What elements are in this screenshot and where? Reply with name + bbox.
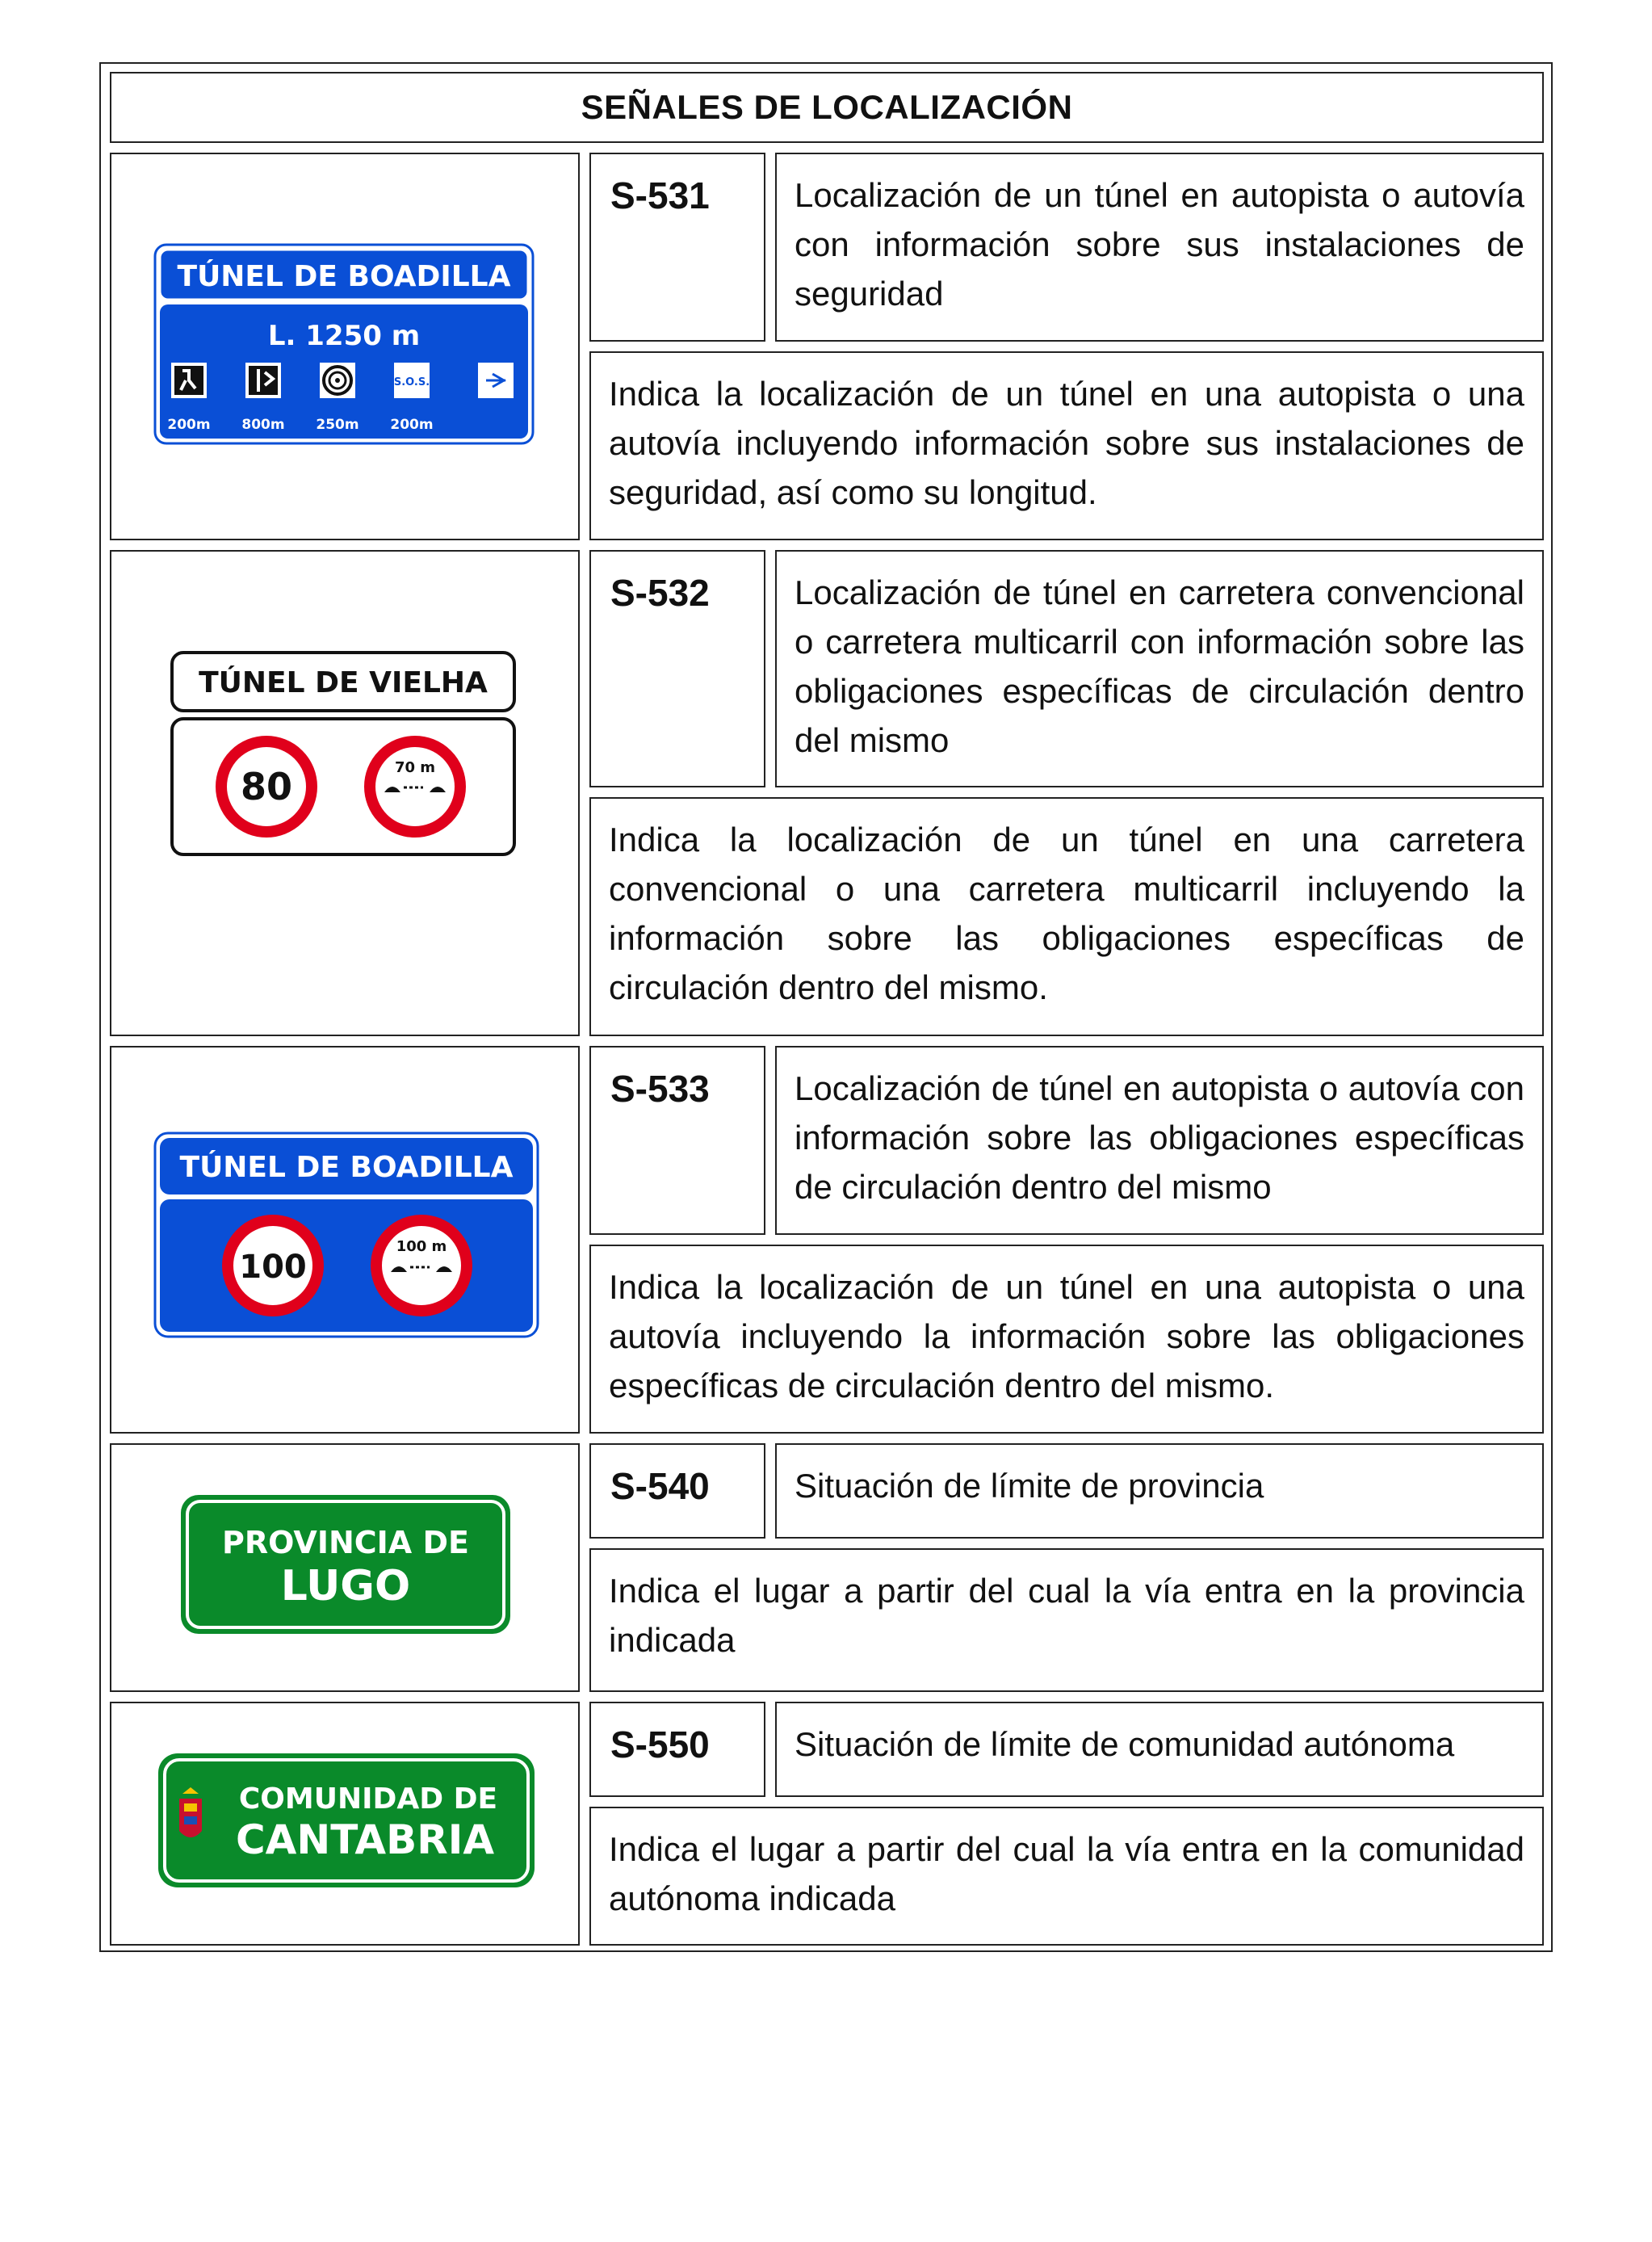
sign-line2-text: LUGO	[280, 1562, 411, 1610]
sign-image-cell-s533	[110, 1046, 580, 1434]
long-description-s531: Indica la localización de un túnel en una autopista o una autovía incluyendo información sobre sus instalaciones de seguridad, así como su longitud.	[589, 351, 1544, 540]
sign-line1-text: PROVINCIA DE	[222, 1525, 469, 1560]
sign-s531-tunnel-boadilla	[153, 243, 535, 445]
sign-code-s550: S-550	[589, 1702, 765, 1797]
vehicle-distance-icon	[370, 741, 460, 832]
long-description-s540: Indica el lugar a partir del cual la vía entra en la provincia indicada	[589, 1548, 1544, 1692]
short-description-s532: Localización de túnel en carretera convencional o carretera multicarril con información sobre las obligaciones específicas de circulación dentro del mismo	[775, 550, 1544, 787]
sign-s540-provincia-lugo	[179, 1493, 512, 1635]
sign-code-s533: S-533	[589, 1046, 765, 1235]
sign-code-s540: S-540	[589, 1443, 765, 1539]
emergency-exit-icon	[171, 363, 207, 398]
sign-line1-text: COMUNIDAD DE	[238, 1782, 498, 1816]
long-description-s550: Indica el lugar a partir del cual la vía entra en la comunidad autónoma indicada	[589, 1807, 1544, 1946]
long-description-s532: Indica la localización de un túnel en una carretera convencional o una carretera multicarril incluyendo la información sobre las obligaciones específicas de circulación dentro del mismo.	[589, 797, 1544, 1036]
sign-line2-text: CANTABRIA	[235, 1816, 495, 1863]
sign-image-cell-s550	[110, 1702, 580, 1946]
distance-label: 200m	[167, 417, 211, 433]
sign-image-cell-s531	[110, 153, 580, 540]
sign-code-s532: S-532	[589, 550, 765, 787]
short-description-s550: Situación de límite de comunidad autónoma	[775, 1702, 1544, 1797]
sos-text: S.O.S.	[393, 376, 430, 388]
distance-label: 200m	[390, 417, 434, 433]
sign-code-s531: S-531	[589, 153, 765, 342]
sign-s550-comunidad-cantabria	[157, 1752, 536, 1889]
speed-limit-value: 100	[239, 1249, 307, 1286]
sign-length-text: L. 1250 m	[267, 320, 421, 352]
sign-image-cell-s540	[110, 1443, 580, 1692]
sign-image-cell-s532	[110, 550, 580, 1036]
short-description-s533: Localización de túnel en autopista o autovía con información sobre las obligaciones específicas de circulación dentro del mismo	[775, 1046, 1544, 1235]
distance-label: 250m	[316, 417, 359, 433]
speed-limit-icon	[228, 1220, 318, 1311]
short-description-s531: Localización de un túnel en autopista o autovía con información sobre sus instalaciones de seguridad	[775, 153, 1544, 342]
sos-phone-icon	[394, 363, 430, 398]
vehicle-distance-icon	[376, 1220, 467, 1311]
short-description-s540: Situación de límite de provincia	[775, 1443, 1544, 1539]
speed-limit-icon	[221, 741, 312, 832]
min-distance-value: 70 m	[394, 759, 436, 776]
extinguisher-icon	[478, 363, 514, 398]
distance-label: 800m	[241, 417, 285, 433]
emergency-door-icon	[245, 363, 281, 398]
sign-s532-tunnel-vielha	[170, 650, 517, 857]
sign-header-text: TÚNEL DE BOADILLA	[179, 1151, 514, 1184]
min-distance-value: 100 m	[396, 1238, 447, 1255]
long-description-s533: Indica la localización de un túnel en una autopista o una autovía incluyendo la información sobre las obligaciones específicas de circulación dentro del mismo.	[589, 1245, 1544, 1434]
table-title: SEÑALES DE LOCALIZACIÓN	[110, 72, 1544, 143]
speed-limit-value: 80	[240, 765, 293, 808]
sign-header-text: TÚNEL DE VIELHA	[199, 666, 488, 699]
sign-header-text: TÚNEL DE BOADILLA	[177, 260, 511, 293]
fire-hose-icon	[320, 363, 355, 398]
sign-s533-tunnel-boadilla	[153, 1131, 539, 1338]
